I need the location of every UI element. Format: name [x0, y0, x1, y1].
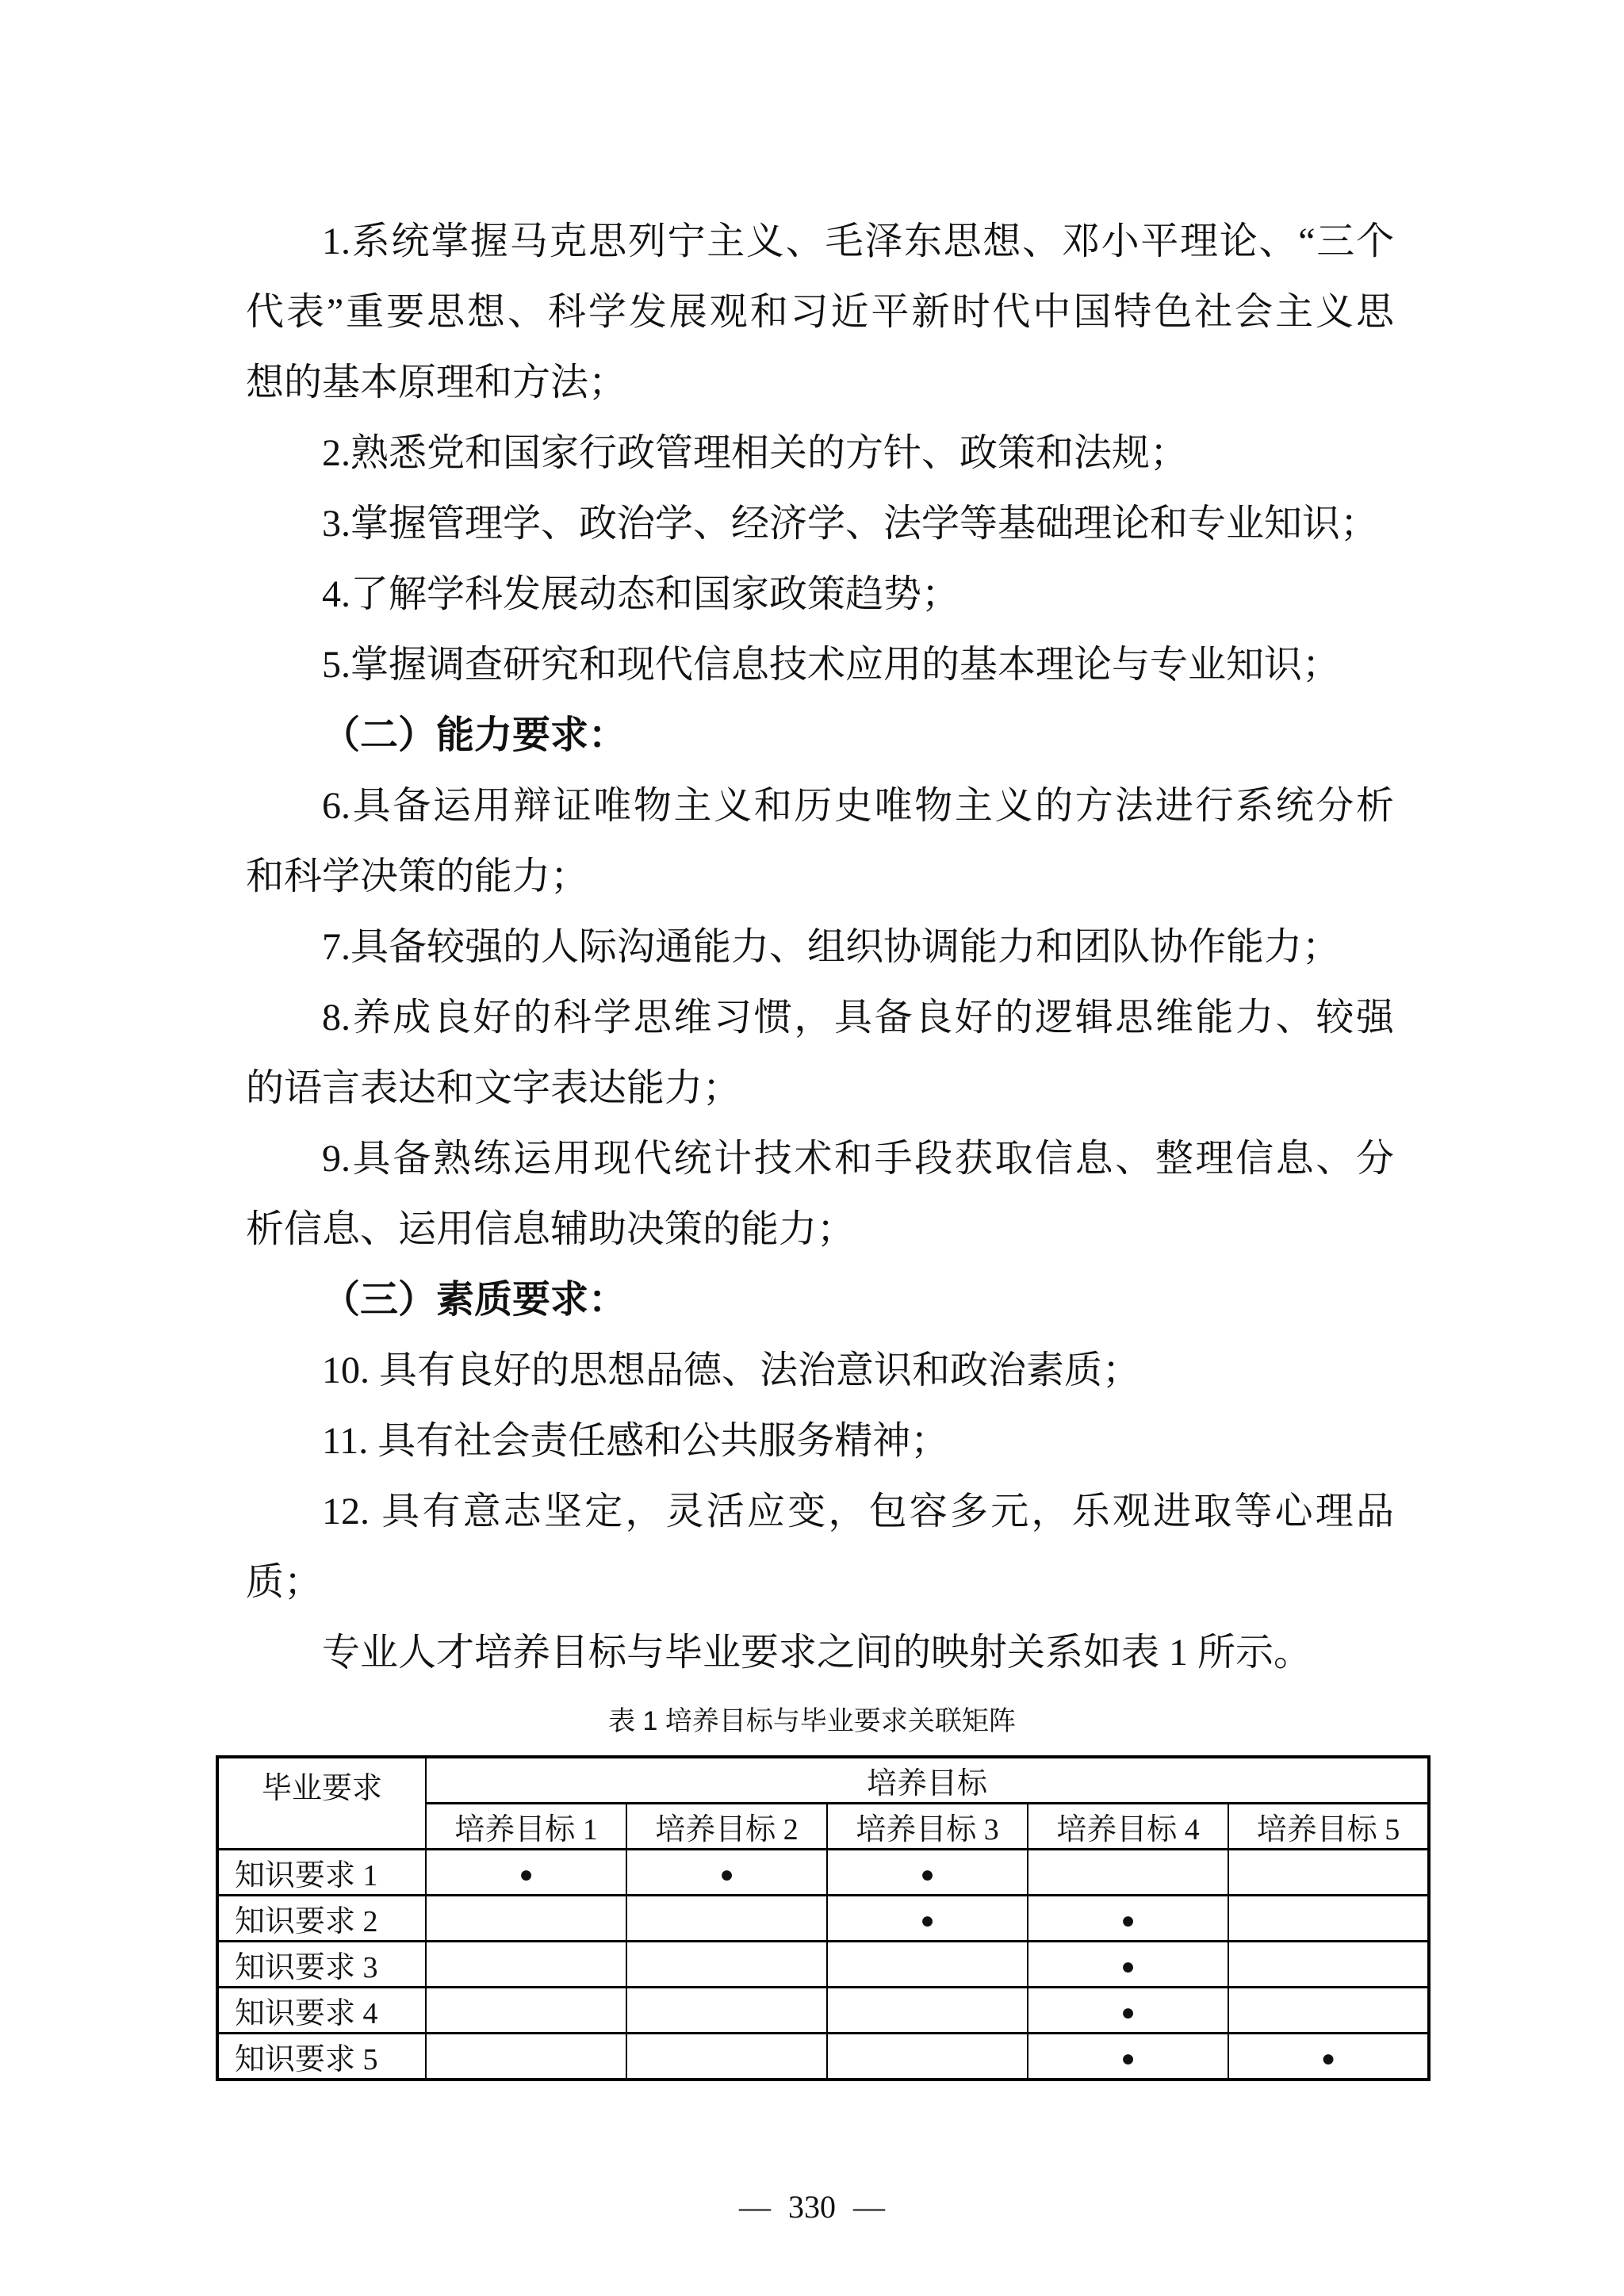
paragraph-line: 代表”重要思想、科学发展观和习近平新时代中国特色社会主义思: [246, 291, 1394, 333]
paragraph-line: 专业人才培养目标与毕业要求之间的映射关系如表 1 所示。: [322, 1632, 1312, 1674]
dot-marker-icon: ●: [1120, 1999, 1136, 2026]
row-label: 知识要求 4: [217, 1988, 426, 2034]
paragraph-line: 11. 具有社会责任感和公共服务精神；: [322, 1420, 949, 1462]
matrix-cell: [426, 1896, 626, 1942]
column-header: 培养目标 5: [1228, 1804, 1429, 1850]
matrix-cell: [1028, 1988, 1228, 2034]
page-number: — 330 —: [739, 2189, 885, 2225]
column-header: 培养目标 1: [426, 1804, 626, 1850]
matrix-cell: [626, 1942, 827, 1988]
matrix-cell: [827, 1988, 1028, 2034]
matrix-cell: [426, 1942, 626, 1988]
matrix-cell: [827, 1850, 1028, 1896]
table-row: [217, 1896, 1429, 1942]
matrix-cell: [626, 1896, 827, 1942]
paragraph-line: 析信息、运用信息辅助决策的能力；: [246, 1208, 856, 1250]
dot-marker-icon: ●: [719, 1861, 734, 1888]
column-header: 培养目标 2: [626, 1804, 827, 1850]
paragraph-line: 2.熟悉党和国家行政管理相关的方针、政策和法规；: [322, 432, 1189, 474]
paragraph-line: 6.具备运用辩证唯物主义和历史唯物主义的方法进行系统分析: [322, 785, 1394, 827]
table-row: [217, 1988, 1429, 2034]
matrix-cell: [827, 1896, 1028, 1942]
paragraph-line: 质；: [246, 1561, 323, 1603]
group-header-training-objectives: 培养目标: [426, 1757, 1429, 1804]
matrix-cell: [626, 2034, 827, 2080]
dot-marker-icon: ●: [1320, 2045, 1336, 2072]
paragraph-line: 4.了解学科发展动态和国家政策趋势；: [322, 573, 960, 615]
row-label: 知识要求 3: [217, 1942, 426, 1988]
paragraph-line: 10. 具有良好的思想品德、法治意识和政治素质；: [322, 1349, 1141, 1391]
paragraph-line: 3.掌握管理学、政治学、经济学、法学等基础理论和专业知识；: [322, 503, 1379, 545]
dot-marker-icon: ●: [519, 1861, 534, 1888]
matrix-cell: [1228, 1896, 1429, 1942]
paragraph-line: 想的基本原理和方法；: [246, 362, 627, 404]
matrix-cell: [1228, 1988, 1429, 2034]
matrix-cell: [1028, 2034, 1228, 2080]
row-label: 知识要求 5: [217, 2034, 426, 2080]
matrix-cell: [426, 1850, 626, 1896]
matrix-cell: [426, 1988, 626, 2034]
paragraph-line: 5.掌握调查研究和现代信息技术应用的基本理论与专业知识；: [322, 644, 1341, 686]
matrix-cell: [1228, 1850, 1429, 1896]
dot-marker-icon: ●: [1120, 2045, 1136, 2072]
paragraph-line: 12. 具有意志坚定，灵活应变，包容多元，乐观进取等心理品: [322, 1490, 1394, 1533]
matrix-cell: [827, 2034, 1028, 2080]
section-heading-line: （三）素质要求：: [322, 1279, 627, 1321]
table-row: [217, 2034, 1429, 2080]
table-caption: 表 1 培养目标与毕业要求关联矩阵: [608, 1706, 1016, 1736]
paragraph-line: 和科学决策的能力；: [246, 855, 589, 897]
dot-marker-icon: ●: [920, 1907, 935, 1934]
column-header: 培养目标 3: [827, 1804, 1028, 1850]
matrix-cell: [1228, 1942, 1429, 1988]
row-label: 知识要求 2: [217, 1896, 426, 1942]
row-label: 知识要求 1: [217, 1850, 426, 1896]
matrix-cell: [426, 2034, 626, 2080]
corner-header-graduation-requirements: 毕业要求: [217, 1757, 426, 1850]
paragraph-line: 8.养成良好的科学思维习惯，具备良好的逻辑思维能力、较强: [322, 997, 1394, 1039]
matrix-cell: [1028, 1942, 1228, 1988]
table-row: [217, 1942, 1429, 1988]
table-header-row-1: [217, 1757, 1429, 1804]
dot-marker-icon: ●: [1120, 1907, 1136, 1934]
matrix-cell: [827, 1942, 1028, 1988]
dot-marker-icon: ●: [1120, 1953, 1136, 1980]
matrix-cell: [626, 1850, 827, 1896]
paragraph-line: 9.具备熟练运用现代统计技术和手段获取信息、整理信息、分: [322, 1138, 1394, 1180]
paragraph-line: 1.系统掌握马克思列宁主义、毛泽东思想、邓小平理论、“三个: [322, 220, 1394, 262]
matrix-cell: [1228, 2034, 1429, 2080]
section-heading-line: （二）能力要求：: [322, 714, 627, 756]
paragraph-line: 7.具备较强的人际沟通能力、组织协调能力和团队协作能力；: [322, 926, 1341, 968]
matrix-cell: [1028, 1850, 1228, 1896]
matrix-cell: [626, 1988, 827, 2034]
dot-marker-icon: ●: [920, 1861, 935, 1888]
table-row: [217, 1850, 1429, 1896]
mapping-matrix-table: [216, 1755, 1431, 2081]
body-text: [246, 206, 1394, 1688]
matrix-cell: [1028, 1896, 1228, 1942]
column-header: 培养目标 4: [1028, 1804, 1228, 1850]
paragraph-line: 的语言表达和文字表达能力；: [246, 1067, 741, 1109]
